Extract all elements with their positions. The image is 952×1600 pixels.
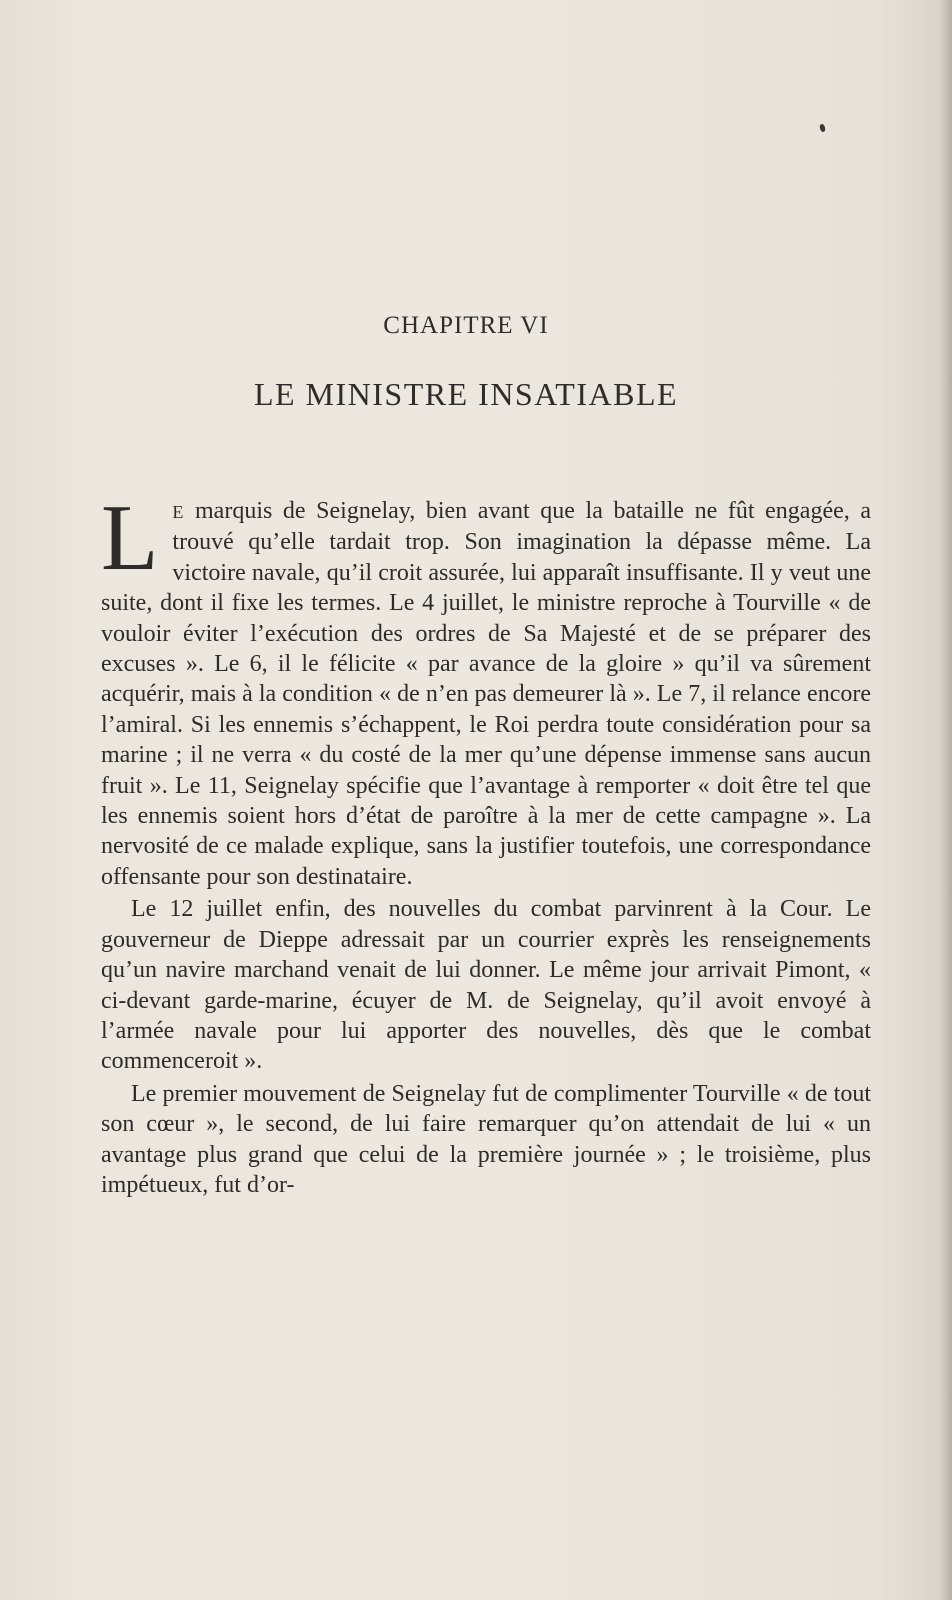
chapter-number: CHAPITRE VI bbox=[383, 312, 549, 339]
paragraph-1 bbox=[101, 486, 871, 892]
paragraph-1-text: marquis de Seignelay, bien avant que la bataille ne fût engagée, a trouvé qu’elle tardait trop. Son imagination la dépasse même. La victoire navale, qu’il croit assurée, lui apparaît insuffisante. Il y veut une suite, dont il fixe les termes. Le 4 juillet, le ministre reproche à Tourville « de vouloir éviter l’exécution des ordres de Sa Majesté et de se préparer des excuses ». Le 6, il le félicite « par avance de la gloire » qu’il va sûrement acquérir, mais à la condition « de n’en pas demeurer là ». Le 7, il relance encore l’amiral. Si les ennemis s’échappent, le Roi perdra toute considération pour sa marine ; il ne verra « du costé de la mer qu’une dépense immense sans aucun fruit ». Le 11, Seignelay spécifie que l’avantage à remporter « doit être tel que les ennemis soient hors d’état de paroître à la mer de cette campagne ». La nervosité de ce malade explique, sans la justifier toutefois, une correspondance offensante pour son destinataire. bbox=[101, 498, 871, 890]
ink-speck bbox=[819, 123, 826, 132]
drop-cap: L bbox=[101, 486, 159, 590]
first-word-small-caps: E bbox=[172, 502, 185, 522]
page-edge-shadow bbox=[938, 0, 952, 1600]
chapter-title: LE MINISTRE INSATIABLE bbox=[253, 376, 679, 412]
paragraph-3: Le premier mouvement de Seignelay fut de complimenter Tourville « de tout son cœur », le second, de lui faire remarquer qu’on attendait de lui « un avantage plus grand que celui de la première journée » ; le troisième, plus impétueux, fut d’or- bbox=[101, 1080, 871, 1198]
paragraph-2: Le 12 juillet enfin, des nouvelles du combat parvinrent à la Cour. Le gouverneur de Dieppe adressait par un courrier exprès les renseignements qu’un navire marchand venait de lui donner. Le même jour arrivait Pimont, « ci-devant garde-marine, écuyer de M. de Seignelay, qu’il avoit envoyé à l’armée navale pour lui apporter des nouvelles, dès que le combat commenceroit ». bbox=[101, 896, 871, 1075]
chapter-body bbox=[101, 486, 871, 1200]
